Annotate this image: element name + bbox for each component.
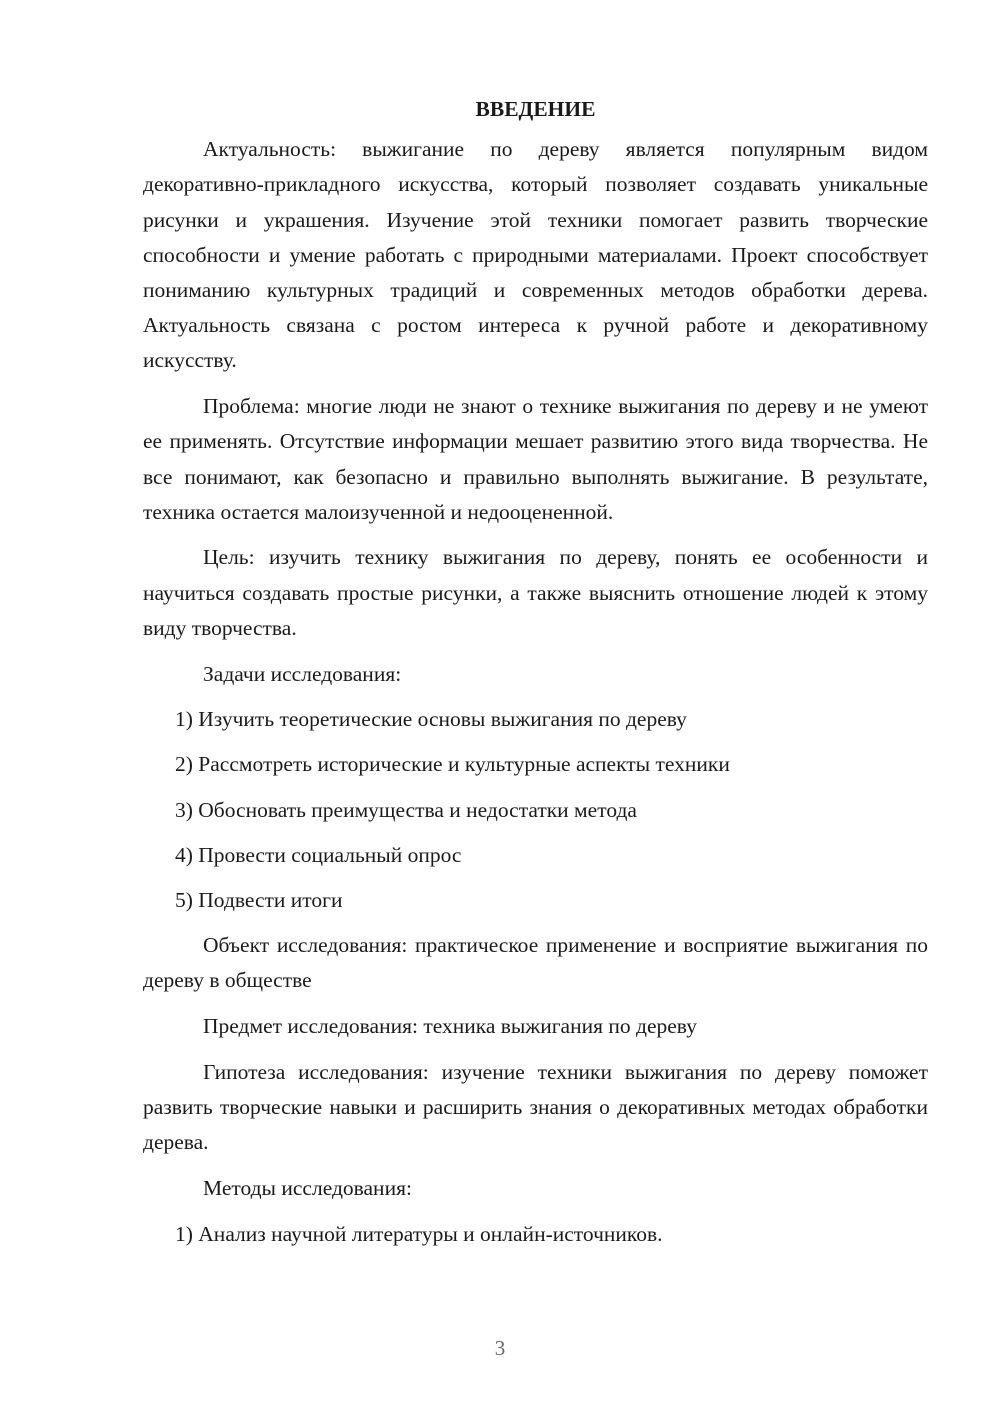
object-paragraph: Объект исследования: практическое применение и восприятие выжигания по дереву в обществе: [143, 933, 928, 993]
problem-paragraph: Проблема: многие люди не знают о технике выжигания по дереву и не умеют ее применять. Отсутствие информации мешает развитию этого вида творчества. Не все понимают, как безопасно и правильно выполнять выжигание. В результате, техника остается малоизученной и недооцененной.: [143, 394, 928, 524]
page-number: 3: [494, 1336, 506, 1360]
methods-list: [143, 1217, 928, 1252]
task-item: 4) Провести социальный опрос: [175, 842, 462, 867]
hypothesis-paragraph: Гипотеза исследования: изучение техники выжигания по дереву поможет развить творческие навыки и расширить знания о декоративных методах обработки дерева.: [143, 1059, 928, 1155]
section-heading: ВВЕДЕНИЕ: [475, 97, 596, 121]
task-item: 2) Рассмотреть исторические и культурные аспекты техники: [175, 752, 730, 777]
tasks-label: Задачи исследования:: [203, 661, 402, 686]
task-item: 3) Обосновать преимущества и недостатки метода: [175, 797, 637, 822]
task-item: 5) Подвести итоги: [175, 888, 343, 913]
method-item: 1) Анализ научной литературы и онлайн-источников.: [175, 1221, 663, 1246]
goal-paragraph: Цель: изучить технику выжигания по дереву, понять ее особенности и научиться создавать простые рисунки, а также выяснить отношение людей к этому виду творчества.: [143, 545, 928, 640]
relevance-paragraph: Актуальность: выжигание по дереву является популярным видом декоративно-прикладного искусства, который позволяет создавать уникальные рисунки и украшения. Изучение этой техники помогает развить творческие способности и умение работать с природными материалами. Проект способствует пониманию культурных традиций и современных методов обработки дерева. Актуальность связана с ростом интереса к ручной работе и декоративному искусству.: [143, 137, 928, 373]
task-item: 1) Изучить теоретические основы выжигания по дереву: [175, 707, 687, 732]
subject-paragraph: Предмет исследования: техника выжигания по дереву: [203, 1014, 697, 1039]
tasks-list: [143, 702, 928, 918]
document-page: [143, 92, 928, 1262]
methods-label: Методы исследования:: [203, 1175, 412, 1200]
